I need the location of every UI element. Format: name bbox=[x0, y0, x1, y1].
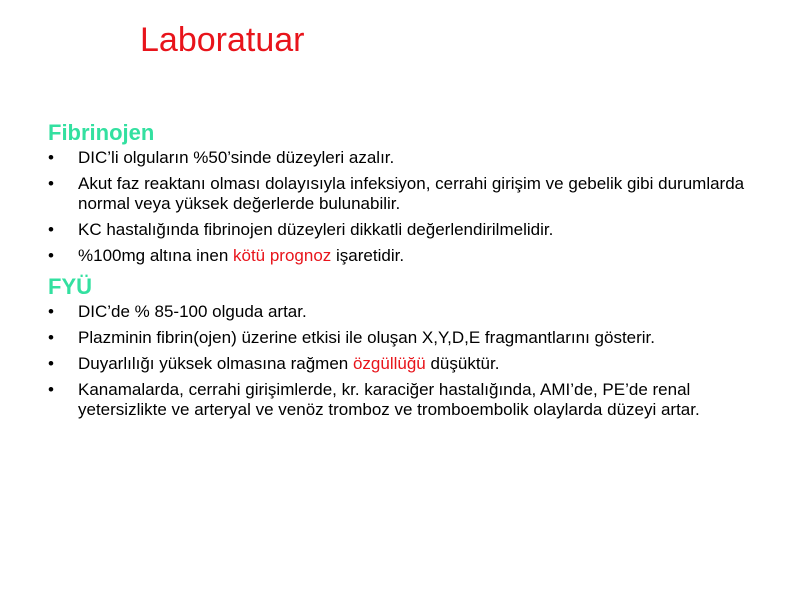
bullet-icon: • bbox=[48, 302, 54, 321]
item-text: Duyarlılığı yüksek olmasına rağmen bbox=[78, 354, 353, 373]
list-item bbox=[48, 380, 763, 420]
list-item bbox=[48, 220, 763, 240]
bullet-icon: • bbox=[48, 380, 54, 399]
list-item bbox=[48, 328, 763, 348]
highlighted-text: özgüllüğü bbox=[352, 354, 426, 373]
bullet-list-fyu bbox=[48, 302, 763, 420]
list-item bbox=[48, 354, 763, 374]
bullet-icon: • bbox=[48, 328, 54, 347]
item-text: DIC’de % 85-100 olguda artar. bbox=[78, 302, 307, 321]
item-text: KC hastalığında fibrinojen düzeyleri dikkatli değerlendirilmelidir. bbox=[78, 220, 554, 239]
item-text: Kanamalarda, cerrahi girişimlerde, kr. karaciğer hastalığında, AMI’de, PE’de renal yetersizlikte ve arteryal ve venöz tromboz ve tromboembolik olaylarda düzeyi artar. bbox=[78, 380, 700, 419]
slide-content bbox=[48, 118, 763, 426]
item-text: Plazminin fibrin(ojen) üzerine etkisi ile oluşan X,Y,D,E fragmantlarını gösterir. bbox=[78, 328, 656, 347]
item-text: Akut faz reaktanı olması dolayısıyla infeksiyon, cerrahi girişim ve gebelik gibi durumlarda normal veya yüksek değerlerde bulunabilir. bbox=[78, 174, 745, 213]
list-item bbox=[48, 246, 763, 266]
highlighted-text: kötü prognoz bbox=[233, 246, 332, 265]
bullet-list-fibrinojen bbox=[48, 148, 763, 266]
slide-title: Laboratuar bbox=[140, 21, 305, 59]
section-heading-fyu: FYÜ bbox=[48, 274, 92, 299]
item-text: %100mg altına inen bbox=[78, 246, 233, 265]
list-item bbox=[48, 302, 763, 322]
item-text: DIC’li olguların %50’sinde düzeyleri azalır. bbox=[78, 148, 395, 167]
list-item bbox=[48, 148, 763, 168]
bullet-icon: • bbox=[48, 246, 54, 265]
item-text-suffix: düşüktür. bbox=[425, 354, 500, 373]
item-text-suffix: işaretidir. bbox=[331, 246, 405, 265]
list-item bbox=[48, 174, 763, 214]
bullet-icon: • bbox=[48, 174, 54, 193]
bullet-icon: • bbox=[48, 148, 54, 167]
bullet-icon: • bbox=[48, 354, 54, 373]
section-heading-fibrinojen: Fibrinojen bbox=[48, 120, 155, 145]
bullet-icon: • bbox=[48, 220, 54, 239]
